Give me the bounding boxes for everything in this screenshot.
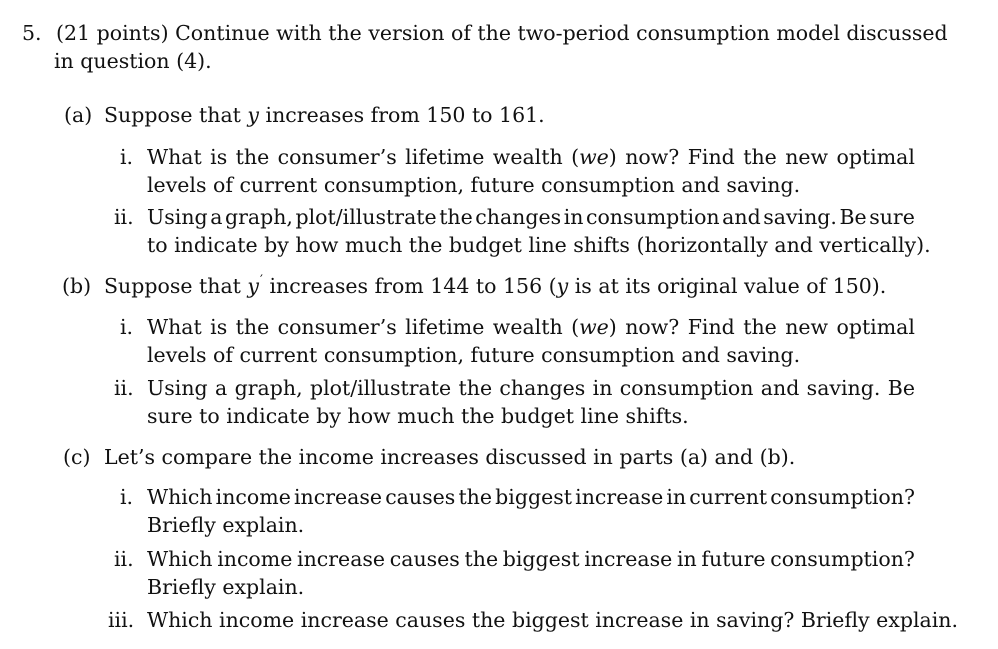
word: lifetime [405, 145, 485, 169]
part-a-text [104, 102, 545, 128]
part-c-item-ii-label: ii. [114, 547, 134, 571]
word: is [210, 315, 228, 339]
word: the [458, 485, 493, 509]
word: causes [385, 485, 456, 509]
question-number: 5. [22, 21, 42, 45]
word: in [563, 205, 584, 229]
word: consumption [619, 376, 754, 400]
part-b-var: y [247, 274, 260, 298]
word: current [689, 485, 768, 509]
word: the [464, 547, 499, 571]
word: and [760, 376, 800, 400]
word: optimal [836, 315, 915, 339]
part-b-item-ii-line1 [147, 375, 915, 401]
part-a-text-pre: Suppose that [104, 103, 248, 127]
part-a-item-ii-label: ii. [114, 205, 134, 229]
part-b-item-i-label: i. [120, 315, 134, 339]
word: (we) [571, 315, 617, 339]
word: biggest [495, 485, 572, 509]
word: in [666, 485, 687, 509]
part-b-label: (b) [62, 274, 92, 298]
part-a-label: (a) [64, 103, 93, 127]
part-b-prime: ′ [260, 273, 263, 288]
part-c-item-ii-line1 [147, 546, 915, 572]
word: income [215, 485, 291, 509]
word: consumption? [770, 547, 915, 571]
word: increase [297, 547, 386, 571]
part-a-item-ii-line1 [147, 204, 915, 230]
word: the [458, 376, 493, 400]
part-a-text-post: increases from 150 to 161. [259, 103, 545, 127]
word: and [722, 205, 761, 229]
part-c-item-i-line1 [147, 484, 915, 510]
word: Which [147, 547, 213, 571]
word: lifetime [405, 315, 485, 339]
word: changes [499, 376, 586, 400]
word: the [235, 315, 270, 339]
word: Using [147, 376, 208, 400]
word: income [217, 547, 293, 571]
part-c-item-iii-label: iii. [108, 608, 135, 632]
word: changes [475, 205, 562, 229]
part-b-item-i-line2: levels of current consumption, future consumption and saving. [147, 343, 801, 367]
word: Find [687, 315, 735, 339]
part-b-text-post: is at its original value of 150). [568, 274, 887, 298]
part-a-item-i-line1 [147, 144, 915, 170]
part-a-var: y [247, 103, 260, 127]
part-b-item-ii-line2: sure to indicate by how much the budget line shifts. [147, 404, 689, 428]
part-b-text-mid: increases from 144 to 156 ( [262, 274, 557, 298]
word: the [743, 145, 777, 169]
word: graph, [234, 376, 303, 400]
word: the [439, 205, 473, 229]
word: consumption? [770, 485, 915, 509]
word: biggest [502, 547, 580, 571]
word: Which [147, 485, 213, 509]
part-a-item-i-line2: levels of current consumption, future consumption and saving. [147, 173, 801, 197]
question-intro-line2: in question (4). [54, 49, 212, 73]
word: increase [584, 547, 673, 571]
word: the [743, 315, 777, 339]
word: in [676, 547, 697, 571]
word: is [210, 145, 228, 169]
word: the [235, 145, 270, 169]
word: Find [687, 145, 735, 169]
word: increase [293, 485, 383, 509]
word: new [785, 145, 829, 169]
word: now? [625, 315, 680, 339]
word: wealth [492, 315, 563, 339]
word: a [215, 376, 228, 400]
word: graph, [224, 205, 293, 229]
word: saving. [806, 376, 881, 400]
word: wealth [492, 145, 563, 169]
part-c-item-iii-line1: Which income increase causes the biggest increase in saving? Briefly explain. [147, 608, 959, 632]
part-a-item-i-label: i. [120, 145, 134, 169]
part-b-item-ii-label: ii. [114, 376, 134, 400]
part-b-item-i-line1 [147, 314, 915, 340]
word: Be [839, 205, 867, 229]
word: sure [869, 205, 915, 229]
word: now? [625, 145, 680, 169]
word: saving. [763, 205, 837, 229]
part-c-item-i-label: i. [120, 485, 134, 509]
part-c-item-i-line2: Briefly explain. [147, 513, 305, 537]
part-b-text [104, 273, 886, 303]
word: What [147, 315, 202, 339]
part-a-item-ii-line2: to indicate by how much the budget line shifts (horizontally and vertically). [147, 233, 931, 257]
word: Be [887, 376, 915, 400]
word: (we) [571, 145, 617, 169]
word: future [701, 547, 766, 571]
word: consumption [585, 205, 720, 229]
word: a [210, 205, 223, 229]
part-c-item-ii-line2: Briefly explain. [147, 575, 305, 599]
word: consumer’s [277, 315, 397, 339]
word: causes [389, 547, 460, 571]
part-c-text: Let’s compare the income increases discussed in parts (a) and (b). [104, 445, 796, 469]
word: plot/illustrate [309, 376, 452, 400]
question-intro-line1: (21 points) Continue with the version of the two-period consumption model discussed [56, 21, 948, 45]
word: new [785, 315, 829, 339]
word: Using [147, 205, 208, 229]
word: in [592, 376, 613, 400]
part-c-label: (c) [63, 445, 91, 469]
word: plot/illustrate [295, 205, 437, 229]
word: optimal [836, 145, 915, 169]
part-b-var2: y [556, 274, 569, 298]
word: increase [575, 485, 664, 509]
part-b-text-pre: Suppose that [104, 274, 248, 298]
word: What [147, 145, 202, 169]
word: consumer’s [277, 145, 397, 169]
